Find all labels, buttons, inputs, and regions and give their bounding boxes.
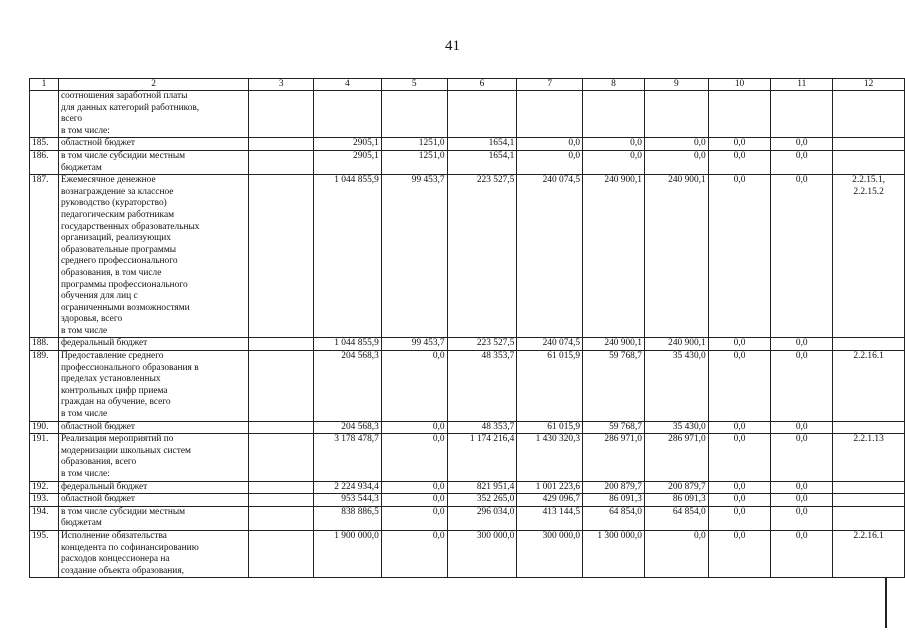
col4-value: 2 224 934,4 [314,481,382,494]
table-row [30,91,905,138]
margin-line [885,578,887,628]
col10-value: 0,0 [708,351,771,422]
table-row [30,434,905,481]
col5-value: 0,0 [381,494,447,507]
col8-value: 286 971,0 [583,434,645,481]
indicator-code [833,150,905,174]
col9-value: 286 971,0 [644,434,708,481]
row-name: областной бюджет [58,421,248,434]
col7-value: 413 144,5 [517,506,583,530]
col9-value: 200 879,7 [644,481,708,494]
col-number: 8 [583,79,645,91]
col-number: 5 [381,79,447,91]
col8-value: 1 300 000,0 [583,530,645,577]
indicator-code [833,338,905,351]
col10-value: 0,0 [708,481,771,494]
col6-value: 223 527,5 [447,338,517,351]
row-number: 189. [30,351,59,422]
col8-value: 64 854,0 [583,506,645,530]
col6-value: 223 527,5 [447,175,517,338]
col4-value: 204 568,3 [314,421,382,434]
col-number: 6 [447,79,517,91]
table-row [30,481,905,494]
col6-value: 821 951,4 [447,481,517,494]
table-body [30,79,905,578]
row-number: 190. [30,421,59,434]
row-name: областной бюджет [58,494,248,507]
col4-value: 2905,1 [314,150,382,174]
col3-value [249,138,314,151]
col11-value: 0,0 [771,421,833,434]
col-number: 11 [771,79,833,91]
table-row [30,506,905,530]
row-number: 188. [30,338,59,351]
column-number-row [30,79,905,91]
col11-value [771,91,833,138]
row-name: в том числе субсидии местным бюджетам [58,506,248,530]
col9-value: 35 430,0 [644,421,708,434]
col10-value: 0,0 [708,138,771,151]
col11-value: 0,0 [771,175,833,338]
col5-value: 0,0 [381,421,447,434]
col8-value: 240 900,1 [583,175,645,338]
col7-value: 1 001 223,6 [517,481,583,494]
col9-value: 86 091,3 [644,494,708,507]
col10-value: 0,0 [708,175,771,338]
row-number: 194. [30,506,59,530]
col6-value: 296 034,0 [447,506,517,530]
row-number: 186. [30,150,59,174]
indicator-code: 2.2.15.1, 2.2.15.2 [833,175,905,338]
col4-value: 3 178 478,7 [314,434,382,481]
row-number: 195. [30,530,59,577]
table-row [30,150,905,174]
col6-value: 1654,1 [447,138,517,151]
col6-value [447,91,517,138]
row-name: Исполнение обязательства концедента по софинансированию расходов концессионера на создание объекта образования, [58,530,248,577]
indicator-code [833,506,905,530]
table-row [30,530,905,577]
col5-value: 0,0 [381,351,447,422]
col5-value: 0,0 [381,481,447,494]
table-row [30,351,905,422]
col9-value: 0,0 [644,530,708,577]
col3-value [249,434,314,481]
col6-value: 352 265,0 [447,494,517,507]
col9-value: 64 854,0 [644,506,708,530]
row-number: 187. [30,175,59,338]
col10-value: 0,0 [708,434,771,481]
col4-value [314,91,382,138]
row-number: 192. [30,481,59,494]
col5-value [381,91,447,138]
col7-value: 0,0 [517,138,583,151]
row-name: в том числе субсидии местным бюджетам [58,150,248,174]
col11-value: 0,0 [771,481,833,494]
col6-value: 1 174 216,4 [447,434,517,481]
col4-value: 1 900 000,0 [314,530,382,577]
col-number: 3 [249,79,314,91]
col5-value: 0,0 [381,506,447,530]
row-name: областной бюджет [58,138,248,151]
col11-value: 0,0 [771,530,833,577]
indicator-code [833,91,905,138]
col11-value: 0,0 [771,338,833,351]
row-number: 191. [30,434,59,481]
col3-value [249,91,314,138]
col5-value: 1251,0 [381,150,447,174]
col11-value: 0,0 [771,138,833,151]
col8-value: 59 768,7 [583,351,645,422]
col-number: 4 [314,79,382,91]
col10-value: 0,0 [708,494,771,507]
col-number: 10 [708,79,771,91]
col10-value [708,91,771,138]
table-row [30,494,905,507]
col4-value: 2905,1 [314,138,382,151]
col7-value: 61 015,9 [517,351,583,422]
col5-value: 0,0 [381,530,447,577]
table-row [30,138,905,151]
row-name: Предоставление среднего профессионального образования в пределах установленных контрольных цифр приема граждан на обучение, всего в том числе [58,351,248,422]
col8-value: 200 879,7 [583,481,645,494]
col5-value: 99 453,7 [381,338,447,351]
page-number: 41 [445,38,460,54]
col6-value: 48 353,7 [447,421,517,434]
col6-value: 48 353,7 [447,351,517,422]
col8-value: 59 768,7 [583,421,645,434]
col10-value: 0,0 [708,150,771,174]
col11-value: 0,0 [771,351,833,422]
col-number: 9 [644,79,708,91]
col4-value: 1 044 855,9 [314,175,382,338]
indicator-code: 2.2.16.1 [833,351,905,422]
row-number [30,91,59,138]
col10-value: 0,0 [708,338,771,351]
col3-value [249,150,314,174]
indicator-code [833,494,905,507]
col8-value: 0,0 [583,138,645,151]
col4-value: 953 544,3 [314,494,382,507]
row-name: федеральный бюджет [58,338,248,351]
col7-value: 61 015,9 [517,421,583,434]
col3-value [249,481,314,494]
indicator-code [833,138,905,151]
col11-value: 0,0 [771,494,833,507]
col-number: 2 [58,79,248,91]
col8-value: 86 091,3 [583,494,645,507]
row-name: федеральный бюджет [58,481,248,494]
col9-value [644,91,708,138]
col6-value: 1654,1 [447,150,517,174]
col7-value: 300 000,0 [517,530,583,577]
row-number: 185. [30,138,59,151]
indicator-code [833,421,905,434]
col-number: 12 [833,79,905,91]
col3-value [249,338,314,351]
col7-value: 240 074,5 [517,338,583,351]
col4-value: 1 044 855,9 [314,338,382,351]
col7-value: 240 074,5 [517,175,583,338]
col10-value: 0,0 [708,421,771,434]
col3-value [249,421,314,434]
row-number: 193. [30,494,59,507]
col3-value [249,175,314,338]
col9-value: 0,0 [644,138,708,151]
col9-value: 35 430,0 [644,351,708,422]
col9-value: 240 900,1 [644,338,708,351]
col6-value: 300 000,0 [447,530,517,577]
col7-value: 429 096,7 [517,494,583,507]
col7-value [517,91,583,138]
col3-value [249,494,314,507]
col11-value: 0,0 [771,506,833,530]
col10-value: 0,0 [708,506,771,530]
indicator-code [833,481,905,494]
col5-value: 0,0 [381,434,447,481]
table-row [30,421,905,434]
col5-value: 99 453,7 [381,175,447,338]
col4-value: 204 568,3 [314,351,382,422]
col10-value: 0,0 [708,530,771,577]
col3-value [249,351,314,422]
col11-value: 0,0 [771,150,833,174]
row-name: соотношения заработной платы для данных категорий работников, всего в том числе: [58,91,248,138]
budget-table [29,78,905,578]
table-row [30,338,905,351]
row-name: Реализация мероприятий по модернизации школьных систем образования, всего в том числе: [58,434,248,481]
col4-value: 838 886,5 [314,506,382,530]
col-number: 7 [517,79,583,91]
col5-value: 1251,0 [381,138,447,151]
row-name: Ежемесячное денежное вознаграждение за классное руководство (кураторство) педагогическим работникам государственных образовательных организаций, реализующих образовательные программы среднего профессионального образования, в том числе программы профессионального обучения для лиц с ограниченными возможностями здоровья, всего в том числе [58,175,248,338]
col3-value [249,506,314,530]
col8-value: 0,0 [583,150,645,174]
col-number: 1 [30,79,59,91]
col7-value: 0,0 [517,150,583,174]
indicator-code: 2.2.1.13 [833,434,905,481]
col8-value [583,91,645,138]
col11-value: 0,0 [771,434,833,481]
col3-value [249,530,314,577]
col7-value: 1 430 320,3 [517,434,583,481]
table-row [30,175,905,338]
col9-value: 0,0 [644,150,708,174]
col9-value: 240 900,1 [644,175,708,338]
col8-value: 240 900,1 [583,338,645,351]
indicator-code: 2.2.16.1 [833,530,905,577]
